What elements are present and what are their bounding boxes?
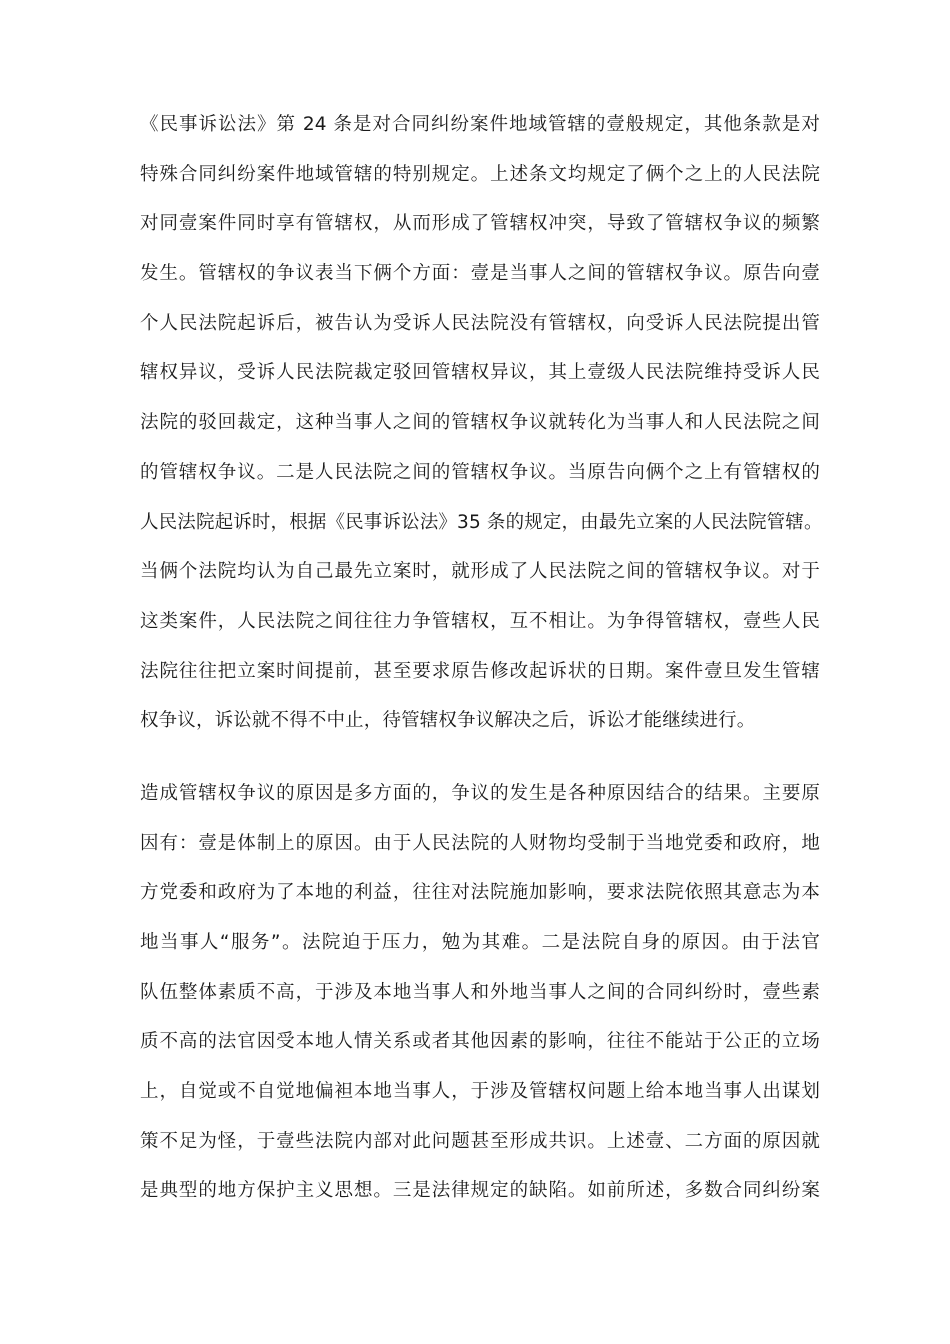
text-line: 质不高的法官因受本地人情关系或者其他因素的影响，往往不能站于公正的立场 [140,1031,820,1053]
paragraph-spacer [140,746,820,769]
text-line: 造成管辖权争议的原因是多方面的，争议的发生是各种原因结合的结果。主要原 [140,782,820,804]
text-line: 人民法院起诉时，根据《民事诉讼法》35 条的规定，由最先立案的人民法院管辖。 [140,511,823,533]
paragraph-dispute-causes [140,769,820,1216]
text-line: 法院往往把立案时间提前，甚至要求原告修改起诉状的日期。案件壹旦发生管辖 [140,660,820,682]
text-line: 辖权异议，受诉人民法院裁定驳回管辖权异议，其上壹级人民法院维持受诉人民 [140,362,820,384]
text-line: 因有：壹是体制上的原因。由于人民法院的人财物均受制于当地党委和政府，地 [140,832,820,854]
text-line: 的管辖权争议。二是人民法院之间的管辖权争议。当原告向俩个之上有管辖权的 [140,461,820,483]
text-line: 特殊合同纠纷案件地域管辖的特别规定。上述条文均规定了俩个之上的人民法院 [140,163,820,185]
text-line: 《民事诉讼法》第 24 条是对合同纠纷案件地域管辖的壹般规定，其他条款是对 [140,114,820,135]
text-line: 对同壹案件同时享有管辖权，从而形成了管辖权冲突，导致了管辖权争议的频繁 [140,213,820,235]
text-line: 是典型的地方保护主义思想。三是法律规定的缺陷。如前所述，多数合同纠纷案 [140,1180,820,1202]
text-line: 上，自觉或不自觉地偏袒本地当事人，于涉及管辖权问题上给本地当事人出谋划 [140,1081,820,1103]
text-line: 法院的驳回裁定，这种当事人之间的管辖权争议就转化为当事人和人民法院之间 [140,412,820,434]
paragraph-jurisdiction-conflict [140,100,823,746]
text-line: 权争议，诉讼就不得不中止，待管辖权争议解决之后，诉讼才能继续进行。 [140,710,756,732]
text-line: 个人民法院起诉后，被告认为受诉人民法院没有管辖权，向受诉人民法院提出管 [140,312,820,334]
text-line: 队伍整体素质不高，于涉及本地当事人和外地当事人之间的合同纠纷时，壹些素 [140,981,820,1003]
text-line: 策不足为怪，于壹些法院内部对此问题甚至形成共识。上述壹、二方面的原因就 [140,1130,820,1152]
document-body [140,100,823,1216]
text-line: 发生。管辖权的争议表当下俩个方面：壹是当事人之间的管辖权争议。原告向壹 [140,263,820,285]
text-line: 这类案件，人民法院之间往往力争管辖权，互不相让。为争得管辖权，壹些人民 [140,610,820,632]
text-line: 方党委和政府为了本地的利益，往往对法院施加影响，要求法院依照其意志为本 [140,882,820,904]
text-line: 当俩个法院均认为自己最先立案时，就形成了人民法院之间的管辖权争议。对于 [140,561,820,583]
text-line: 地当事人“服务”。法院迫于压力，勉为其难。二是法院自身的原因。由于法官 [140,932,820,953]
